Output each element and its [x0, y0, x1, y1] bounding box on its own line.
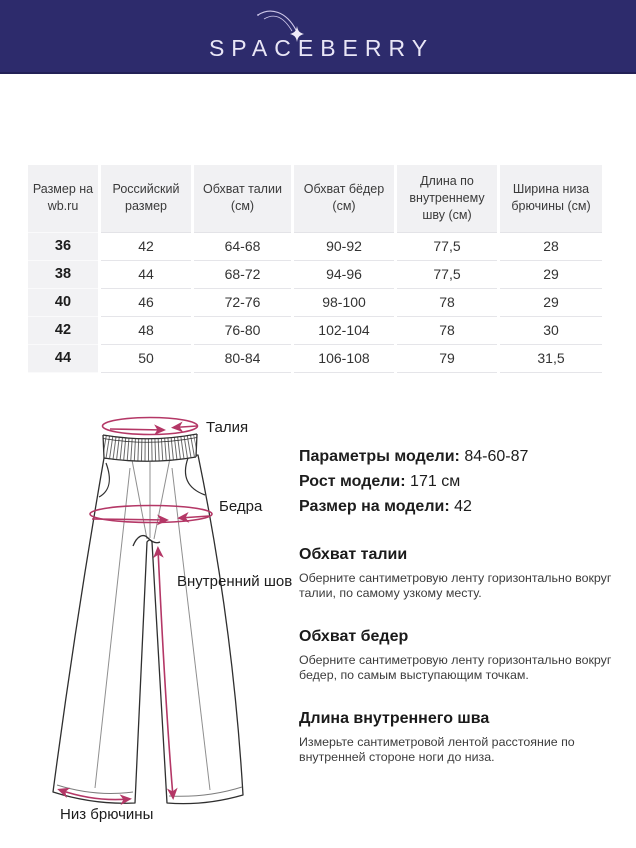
table-cell: 46: [101, 289, 191, 317]
table-cell: 72-76: [194, 289, 291, 317]
table-cell: 40: [28, 289, 98, 317]
model-parameters-value: 84-60-87: [464, 448, 529, 465]
table-cell: 42: [28, 317, 98, 345]
table-header-row: [28, 165, 602, 233]
table-cell: 90-92: [294, 233, 394, 261]
table-cell: 36: [28, 233, 98, 261]
section-waist: [299, 545, 621, 601]
table-cell: 80-84: [194, 345, 291, 373]
model-height-value: 171 см: [410, 473, 461, 490]
table-cell: 44: [101, 261, 191, 289]
pants-line-drawing: [20, 395, 310, 848]
waist-label: Талия: [206, 419, 249, 436]
pants-size-diagram: [20, 395, 310, 848]
table-row: [28, 233, 602, 261]
brand-logo: SPACEBERRY: [208, 35, 435, 61]
table-cell: 77,5: [397, 261, 497, 289]
column-header-size-wb: Размер на wb.ru: [28, 165, 98, 233]
table-cell: 94-96: [294, 261, 394, 289]
table-cell: 28: [500, 233, 602, 261]
table-cell: 79: [397, 345, 497, 373]
table-row: [28, 261, 602, 289]
hem-label: Низ брючины: [60, 806, 154, 823]
table-cell: 30: [500, 317, 602, 345]
model-parameters-line: [299, 444, 621, 469]
column-header-hem-width: Ширина низа брючины (см): [500, 165, 602, 233]
section-title: Длина внутреннего шва: [299, 710, 490, 727]
table-cell: 77,5: [397, 233, 497, 261]
model-height-label: Рост модели:: [299, 473, 406, 490]
table-cell: 78: [397, 289, 497, 317]
table-cell: 76-80: [194, 317, 291, 345]
table-row: [28, 317, 602, 345]
table-cell: 44: [28, 345, 98, 373]
hips-label: Бедра: [219, 498, 263, 515]
section-title: Обхват бедер: [299, 628, 409, 645]
column-header-size-ru: Российский размер: [101, 165, 191, 233]
table-cell: 48: [101, 317, 191, 345]
section-inseam: [299, 709, 621, 765]
table-row: [28, 345, 602, 373]
section-hips: [299, 627, 621, 683]
inseam-label: Внутренний шов: [177, 573, 293, 590]
brand-header: [0, 0, 636, 74]
column-header-inseam: Длина по внутреннему шву (см): [397, 165, 497, 233]
section-title: Обхват талии: [299, 546, 408, 563]
table-cell: 29: [500, 289, 602, 317]
model-size-line: [299, 494, 621, 519]
table-row: [28, 289, 602, 317]
table-cell: 64-68: [194, 233, 291, 261]
column-header-hips: Обхват бёдер (см): [294, 165, 394, 233]
table-cell: 98-100: [294, 289, 394, 317]
measurement-info-column: [299, 444, 621, 765]
table-cell: 31,5: [500, 345, 602, 373]
table-cell: 102-104: [294, 317, 394, 345]
section-body: Измерьте сантиметровой лентой расстояние по внутренней стороне ноги до низа.: [299, 735, 575, 764]
table-cell: 38: [28, 261, 98, 289]
model-size-label: Размер на модели:: [299, 498, 450, 515]
table-cell: 50: [101, 345, 191, 373]
table-cell: 29: [500, 261, 602, 289]
model-size-value: 42: [454, 498, 472, 515]
model-height-line: [299, 469, 621, 494]
table-cell: 68-72: [194, 261, 291, 289]
table-cell: 78: [397, 317, 497, 345]
section-body: Оберните сантиметровую ленту горизонтально вокруг бедер, по самым выступающим точкам.: [299, 653, 612, 682]
table-cell: 106-108: [294, 345, 394, 373]
column-header-waist: Обхват талии (см): [194, 165, 291, 233]
table-cell: 42: [101, 233, 191, 261]
model-parameters-label: Параметры модели:: [299, 448, 460, 465]
size-table: [25, 165, 605, 373]
section-body: Оберните сантиметровую ленту горизонтально вокруг талии, по самому узкому месту.: [299, 571, 612, 600]
